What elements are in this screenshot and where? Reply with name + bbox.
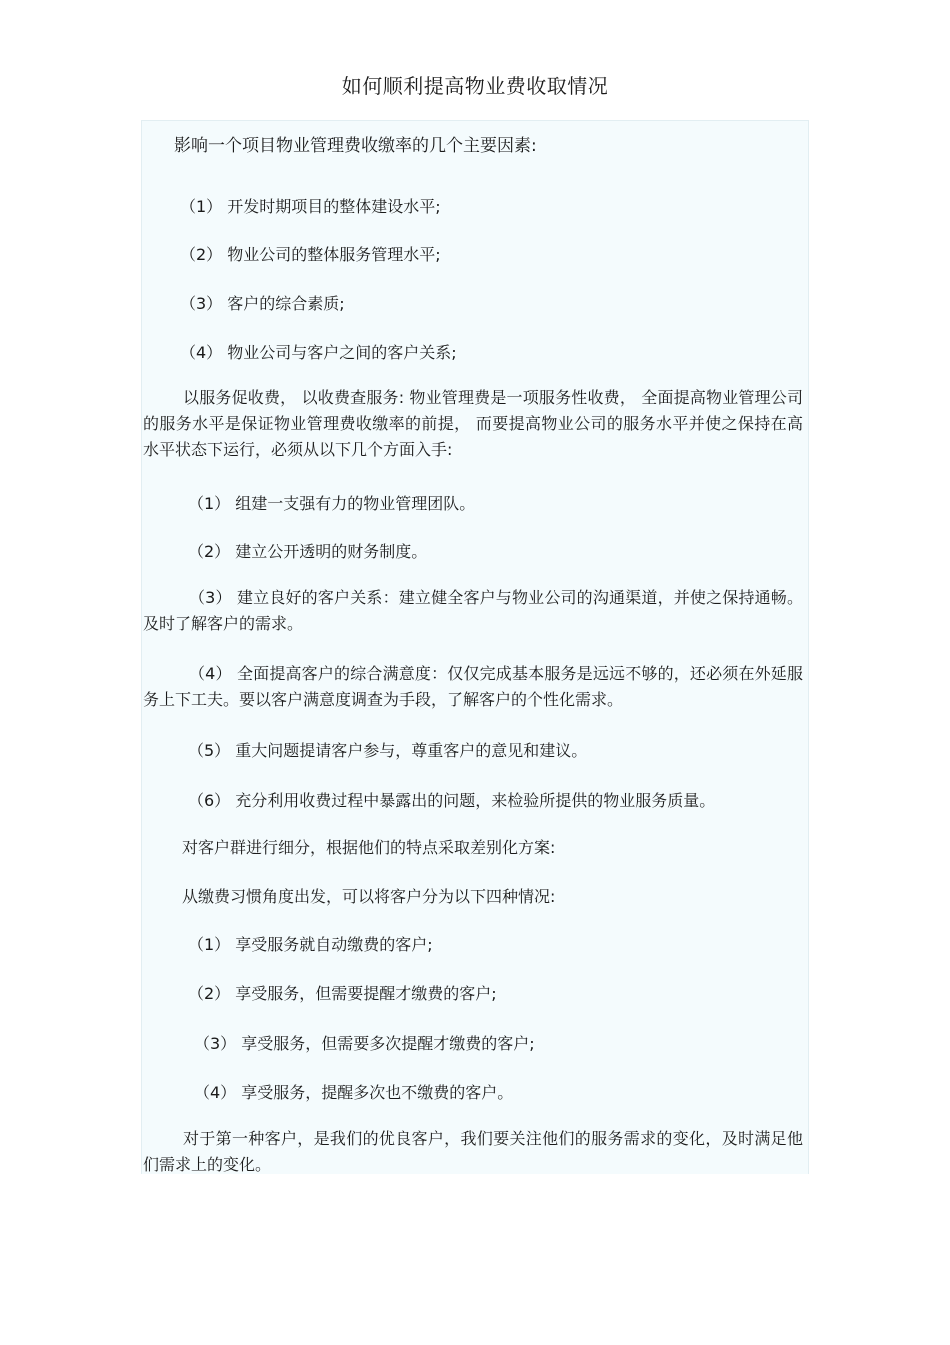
customer-type-item: （3） 享受服务，但需要多次提醒才缴费的客户; — [194, 1034, 535, 1053]
section-heading: 影响一个项目物业管理费收缴率的几个主要因素: — [174, 136, 537, 156]
measure-item: （4） 全面提高客户的综合满意度：仅仅完成基本服务是远远不够的，还必须在外延服务上下工夫。要以客户满意度调查为手段，了解客户的个性化需求。 — [143, 664, 803, 709]
measure-item: （6） 充分利用收费过程中暴露出的问题，来检验所提供的物业服务质量。 — [188, 791, 716, 810]
habit-intro: 从缴费习惯角度出发，可以将客户分为以下四种情况: — [182, 887, 556, 906]
content-panel — [141, 120, 809, 1174]
factor-item: （3） 客户的综合素质; — [180, 294, 345, 313]
measure-item: （5） 重大问题提请客户参与，尊重客户的意见和建议。 — [188, 741, 588, 760]
service-intro-paragraph: 以服务促收费， 以收费查服务: 物业管理费是一项服务性收费， 全面提高物业管理公司的服务水平是保证物业管理费收缴率的前提， 而要提高物业公司的服务水平并使之保持在高水平状态下运行，必须从以下几个方面入手: — [143, 388, 803, 459]
customer-type-item: （2） 享受服务，但需要提醒才缴费的客户; — [188, 984, 497, 1003]
document-title: 如何顺利提高物业费收取情况 — [341, 74, 609, 98]
customer-type-item: （4） 享受服务，提醒多次也不缴费的客户。 — [194, 1083, 514, 1102]
factor-item: （2） 物业公司的整体服务管理水平; — [180, 245, 441, 264]
measure-item: （2） 建立公开透明的财务制度。 — [188, 542, 428, 561]
factor-item: （4） 物业公司与客户之间的客户关系; — [180, 343, 457, 362]
measure-item: （3） 建立良好的客户关系：建立健全客户与物业公司的沟通渠道，并使之保持通畅。及时了解客户的需求。 — [143, 588, 803, 633]
factor-item: （1） 开发时期项目的整体建设水平; — [180, 197, 441, 216]
customer-type-item: （1） 享受服务就自动缴费的客户; — [188, 935, 433, 954]
segment-intro: 对客户群进行细分，根据他们的特点采取差别化方案: — [182, 838, 556, 857]
first-type-note: 对于第一种客户，是我们的优良客户，我们要关注他们的服务需求的变化，及时满足他们需求上的变化。 — [143, 1129, 803, 1174]
measure-item: （1） 组建一支强有力的物业管理团队。 — [188, 494, 476, 513]
